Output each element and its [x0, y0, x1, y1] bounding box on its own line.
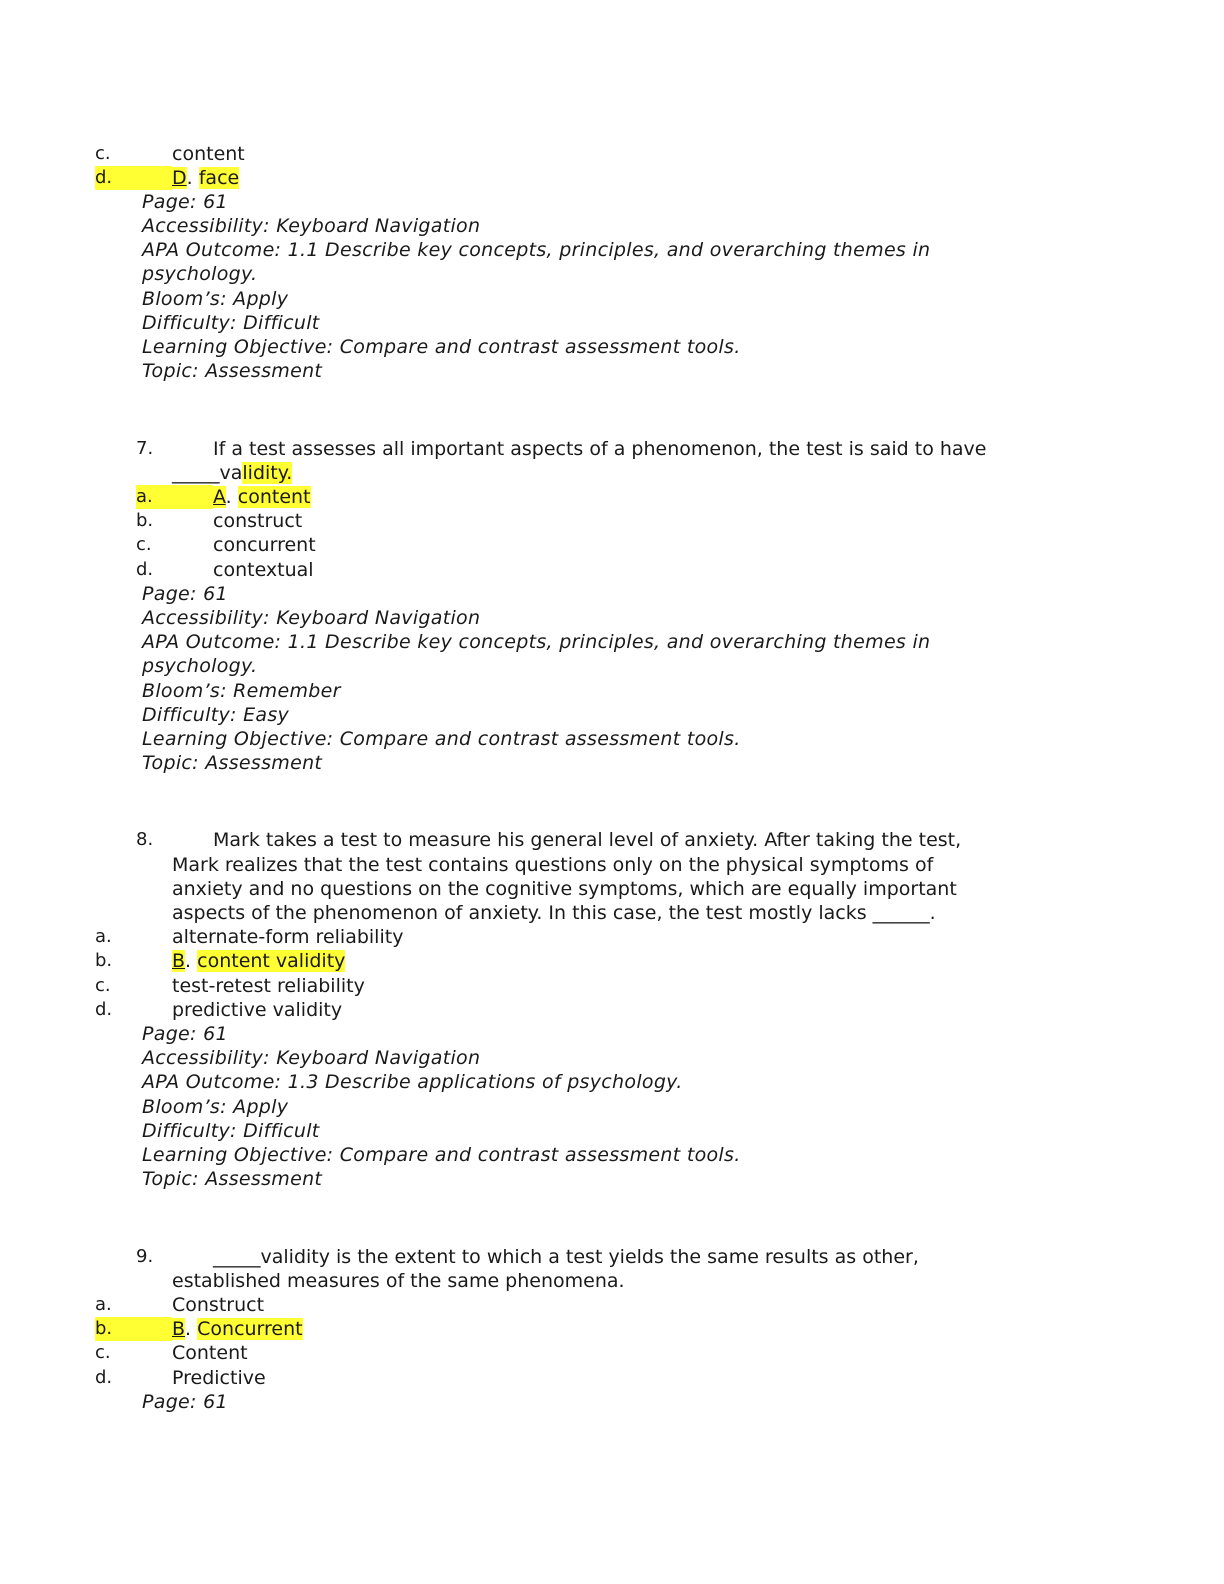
option-text: Content — [172, 1342, 248, 1364]
question-stem-cont: established measures of the same phenomena. — [172, 1270, 625, 1292]
option-letter: d. — [95, 999, 113, 1020]
question-number: 9. — [136, 1246, 154, 1267]
question-number: 7. — [136, 438, 154, 459]
meta-learning-objective: Learning Objective: Compare and contrast assessment tools. — [142, 728, 741, 750]
option-letter: b. — [136, 510, 154, 531]
meta-accessibility: Accessibility: Keyboard Navigation — [142, 607, 481, 629]
question-stem-cont: anxiety and no questions on the cognitive symptoms, which are equally important — [172, 878, 957, 900]
option-letter: a. — [95, 1294, 112, 1315]
meta-apa-outcome: APA Outcome: 1.3 Describe applications of psychology. — [142, 1071, 683, 1093]
highlight-gap — [194, 485, 213, 509]
meta-topic: Topic: Assessment — [142, 1168, 323, 1190]
meta-topic: Topic: Assessment — [142, 360, 323, 382]
q8-option-b-correct: B. content validity — [172, 950, 346, 972]
meta-blooms: Bloom’s: Apply — [142, 1096, 289, 1118]
meta-page: Page: 61 — [142, 191, 228, 213]
question-stem: _____validity is the extent to which a test yields the same results as other, — [213, 1246, 919, 1268]
option-text: concurrent — [213, 534, 316, 556]
option-letter: c. — [136, 534, 152, 555]
meta-blooms: Bloom’s: Remember — [142, 680, 341, 702]
question-stem-cont: aspects of the phenomenon of anxiety. In this case, the test mostly lacks ______. — [172, 902, 936, 924]
answer-key-letter: A — [213, 486, 226, 508]
option-text: Construct — [172, 1294, 265, 1316]
option-letter: c. — [95, 143, 111, 164]
option-letter: d. — [95, 166, 153, 190]
meta-difficulty: Difficulty: Difficult — [142, 1120, 320, 1142]
option-letter: a. — [136, 485, 194, 509]
meta-accessibility: Accessibility: Keyboard Navigation — [142, 1047, 481, 1069]
option-letter: d. — [95, 1367, 113, 1388]
meta-page: Page: 61 — [142, 1023, 228, 1045]
meta-apa-outcome-cont: psychology. — [142, 263, 258, 285]
q7-option-a-correct: A. content — [213, 486, 311, 508]
meta-blooms: Bloom’s: Apply — [142, 288, 289, 310]
option-letter: a. — [95, 926, 112, 947]
option-text: predictive validity — [172, 999, 343, 1021]
option-letter: b. — [95, 950, 113, 971]
meta-difficulty: Difficulty: Difficult — [142, 312, 320, 334]
highlight-gap — [153, 1317, 172, 1341]
meta-apa-outcome: APA Outcome: 1.1 Describe key concepts, principles, and overarching themes in — [142, 631, 931, 653]
meta-apa-outcome-cont: psychology. — [142, 655, 258, 677]
option-letter: d. — [136, 559, 154, 580]
option-letter: b. — [95, 1317, 153, 1341]
question-stem-cont: Mark realizes that the test contains questions only on the physical symptoms of — [172, 854, 934, 876]
option-text: Concurrent — [197, 1318, 303, 1340]
option-letter: c. — [95, 1342, 111, 1363]
question-stem: Mark takes a test to measure his general level of anxiety. After taking the test, — [213, 829, 962, 851]
option-text: alternate-form reliability — [172, 926, 404, 948]
meta-difficulty: Difficulty: Easy — [142, 704, 290, 726]
meta-accessibility: Accessibility: Keyboard Navigation — [142, 215, 481, 237]
option-text: face — [198, 167, 240, 189]
answer-key-letter: B — [172, 950, 186, 972]
meta-apa-outcome: APA Outcome: 1.1 Describe key concepts, principles, and overarching themes in — [142, 239, 931, 261]
highlight-gap — [153, 166, 172, 190]
option-text: Predictive — [172, 1367, 266, 1389]
meta-learning-objective: Learning Objective: Compare and contrast assessment tools. — [142, 336, 741, 358]
option-text: contextual — [213, 559, 314, 581]
meta-page: Page: 61 — [142, 583, 228, 605]
option-text: construct — [213, 510, 303, 532]
option-text: content — [172, 143, 245, 165]
question-number: 8. — [136, 829, 154, 850]
answer-key-letter: D — [172, 167, 187, 189]
question-stem: If a test assesses all important aspects of a phenomenon, the test is said to have — [213, 438, 987, 460]
meta-page: Page: 61 — [142, 1391, 228, 1413]
option-letter: c. — [95, 975, 111, 996]
meta-learning-objective: Learning Objective: Compare and contrast assessment tools. — [142, 1144, 741, 1166]
option-text: content validity — [197, 950, 346, 972]
meta-topic: Topic: Assessment — [142, 752, 323, 774]
q9-option-b-correct: B. Concurrent — [172, 1318, 303, 1340]
option-text: test-retest reliability — [172, 975, 365, 997]
answer-key-letter: B — [172, 1318, 186, 1340]
question-stem-cont: _____validity. — [172, 462, 293, 484]
option-text: content — [237, 486, 311, 508]
